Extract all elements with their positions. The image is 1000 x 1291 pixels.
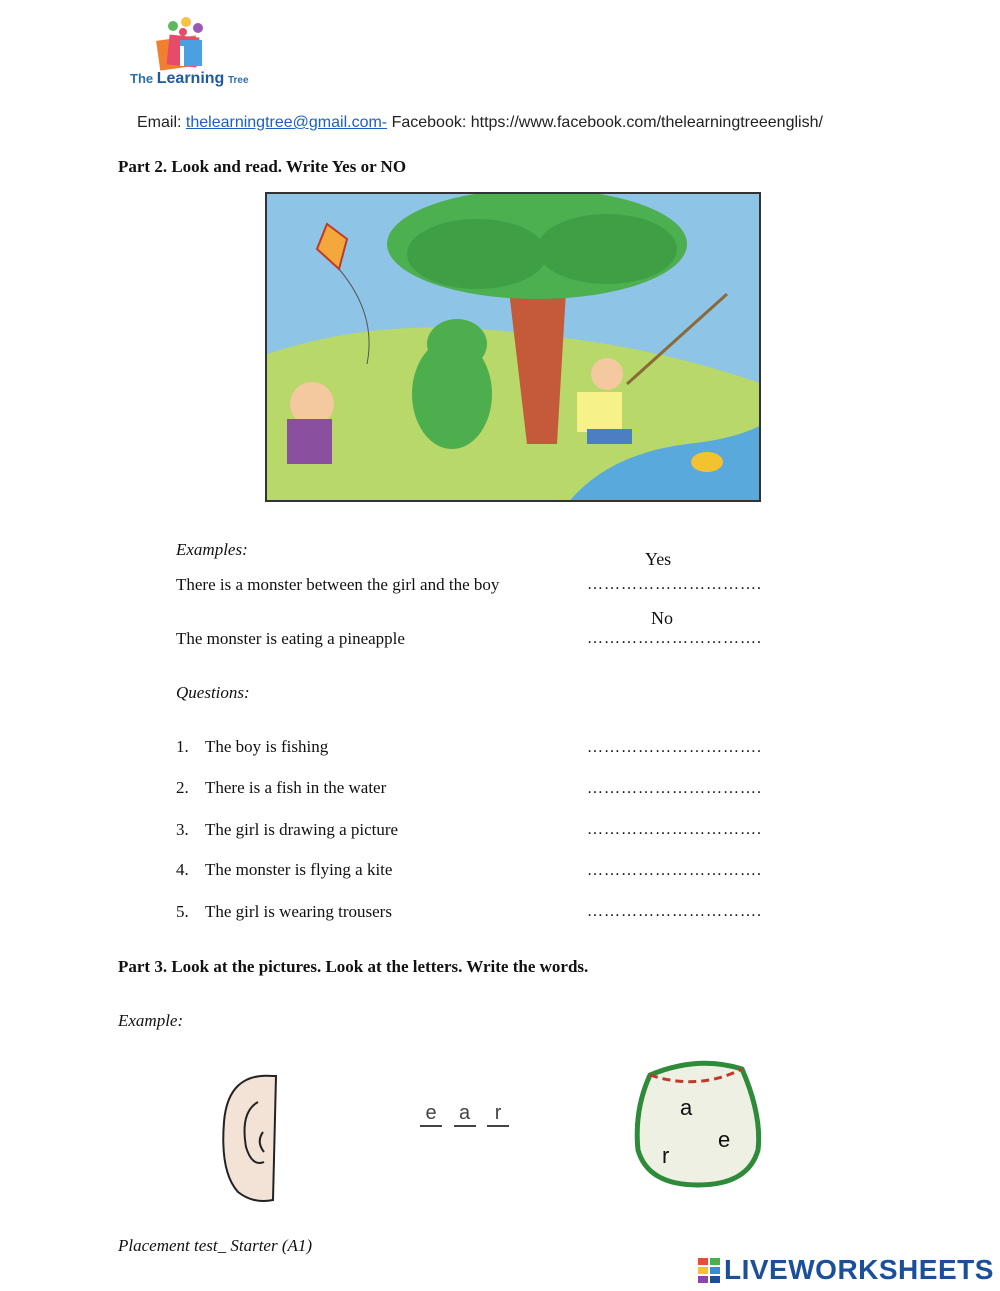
bag-letter: e — [718, 1127, 731, 1152]
answer-field[interactable]: …………………………. — [587, 739, 762, 756]
answer-field[interactable]: …………………………. — [587, 780, 762, 797]
contact-line — [137, 114, 823, 132]
word-letter: a — [454, 1102, 476, 1127]
bag-letter: a — [680, 1095, 693, 1120]
facebook-text: Facebook: https://www.facebook.com/thelearningtreeenglish/ — [391, 114, 823, 131]
examples-label: Examples: — [176, 540, 248, 559]
question-number: 2. — [176, 778, 189, 797]
question-number: 5. — [176, 902, 189, 921]
questions-label: Questions: — [176, 683, 250, 702]
example-answer-line-2: …………………………. — [587, 630, 762, 647]
letter-bag — [630, 1055, 766, 1190]
footer-text: Placement test_ Starter (A1) — [118, 1236, 313, 1255]
liveworksheets-icon — [698, 1258, 722, 1284]
example-answer-line-1: …………………………. — [587, 576, 762, 593]
liveworksheets-text: LIVEWORKSHEETS — [724, 1254, 994, 1285]
example-text-1: There is a monster between the girl and the boy — [176, 575, 500, 594]
question-text: There is a fish in the water — [205, 778, 387, 797]
email-link[interactable]: thelearningtree@gmail.com- — [185, 114, 388, 131]
question-number: 1. — [176, 737, 189, 756]
word-letter: e — [420, 1102, 442, 1127]
answer-field[interactable]: …………………………. — [587, 862, 762, 879]
word-letter: r — [487, 1102, 509, 1127]
question-text: The girl is wearing trousers — [205, 902, 392, 921]
question-text: The boy is fishing — [205, 737, 329, 756]
part2-title: Part 2. Look and read. Write Yes or NO — [118, 157, 407, 176]
fish — [691, 452, 723, 472]
example-answer-1: Yes — [645, 549, 672, 569]
question-text: The girl is drawing a picture — [205, 820, 399, 839]
liveworksheets-brand — [698, 1254, 998, 1286]
logo-text: The Learning Tree — [130, 70, 249, 87]
example-text-2: The monster is eating a pineapple — [176, 629, 405, 648]
ear-picture — [218, 1072, 288, 1204]
question-number: 3. — [176, 820, 189, 839]
park-scene-illustration — [265, 192, 761, 502]
question-number: 4. — [176, 860, 189, 879]
example-answer-2: No — [651, 608, 673, 628]
answer-field[interactable]: …………………………. — [587, 821, 762, 838]
part3-title: Part 3. Look at the pictures. Look at the letters. Write the words. — [118, 957, 589, 976]
answer-field[interactable]: …………………………. — [587, 903, 762, 920]
bag-letter: r — [662, 1143, 670, 1168]
boy — [577, 392, 622, 432]
example-label: Example: — [118, 1011, 184, 1030]
girl — [287, 419, 332, 464]
question-text: The monster is flying a kite — [205, 860, 393, 879]
example-word — [420, 1102, 509, 1127]
email-label: Email: — [137, 114, 182, 131]
